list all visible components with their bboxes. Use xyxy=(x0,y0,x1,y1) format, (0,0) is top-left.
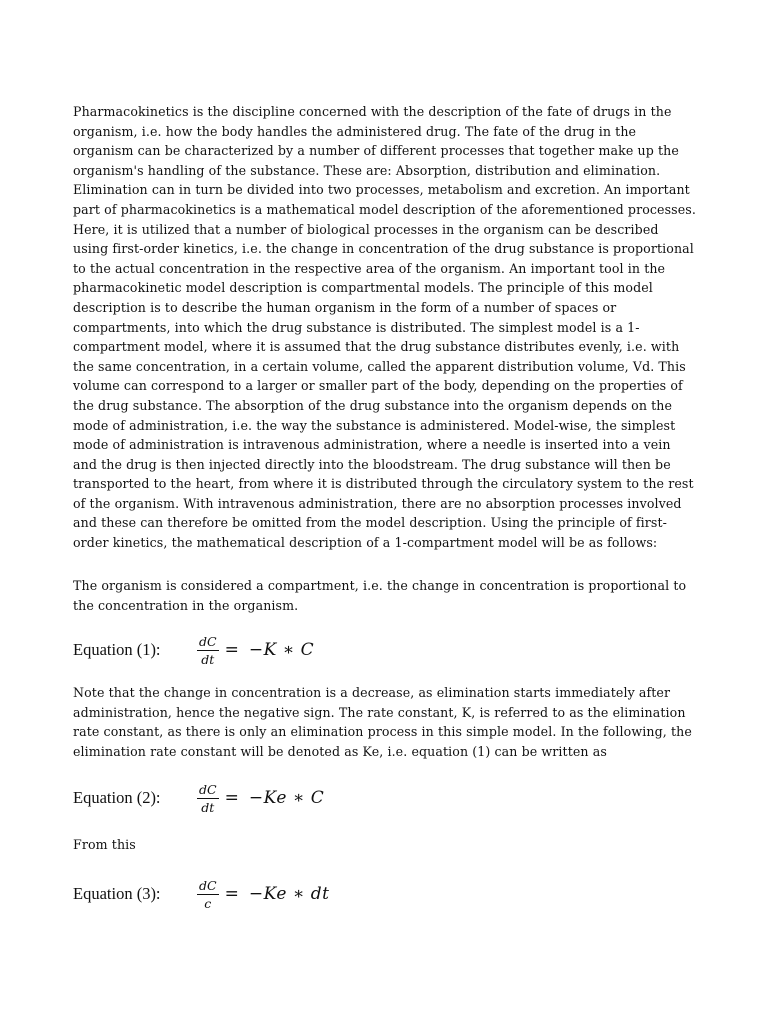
compartment-paragraph: The organism is considered a compartment, i.e. the change in concentration is proportional to the concentration in the organism. xyxy=(73,578,687,613)
equation-expression xyxy=(197,878,329,911)
equation-rhs: −Ke ∗ dt xyxy=(248,884,330,904)
note-paragraph: Note that the change in concentration is a decrease, as elimination starts immediately after administration, hence the negative sign. The rate constant, K, is referred to as the elimination rate constant, as there is only an elimination process in this simple model. In the following, the elimination rate constant will be denoted as Ke, i.e. equation (1) can be written as xyxy=(73,685,692,759)
fraction-denominator: c xyxy=(204,895,212,911)
intro-paragraph: Pharmacokinetics is the discipline concerned with the description of the fate of drugs in the organism, i.e. how the body handles the administered drug. The fate of the drug in the organism can be characterized by a number of different processes that together make up the organism's handling of the substance. These are: Absorption, distribution and elimination. Elimination can in turn be divided into two processes, metabolism and excretion. An important part of pharmacokinetics is a mathematical model description of the aforementioned processes. Here, it is utilized that a number of biological processes in the organism can be described using first-order kinetics, i.e. the change in concentration of the drug substance is proportional to the actual concentration in the respective area of the organism. An important tool in the pharmacokinetic model description is compartmental models. The principle of this model description is to describe the human organism in the form of a number of spaces or compartments, into which the drug substance is distributed. The simplest model is a 1-compartment model, where it is assumed that the drug substance distributes evenly, i.e. with the same concentration, in a certain volume, called the apparent distribution volume, Vd. This volume can correspond to a larger or smaller part of the body, depending on the properties of the drug substance. The absorption of the drug substance into the organism depends on the mode of administration, i.e. the way the substance is administered. Model-wise, the simplest mode of administration is intravenous administration, where a needle is inserted into a vein and the drug is then injected directly into the bloodstream. The drug substance will then be transported to the heart, from where it is distributed through the circulatory system to the rest of the organism. With intravenous administration, there are no absorption processes involved and these can therefore be omitted from the model description. Using the principle of first-order kinetics, the mathematical description of a 1-compartment model will be as follows: xyxy=(73,104,696,551)
equals-sign: = xyxy=(224,884,239,904)
equals-sign: = xyxy=(224,640,239,660)
equation-expression xyxy=(197,634,314,667)
equals-sign: = xyxy=(224,788,239,808)
fraction-numerator: dC xyxy=(199,781,217,797)
from-this-paragraph: From this xyxy=(73,837,136,852)
fraction-denominator: dt xyxy=(201,799,215,815)
equation-1 xyxy=(73,630,314,670)
equation-rhs: −K ∗ C xyxy=(248,640,315,660)
fraction-numerator: dC xyxy=(199,877,217,893)
fraction xyxy=(197,634,219,667)
fraction-denominator: dt xyxy=(201,651,215,667)
equation-label: Equation (3): xyxy=(73,884,161,903)
fraction xyxy=(197,782,219,815)
fraction-numerator: dC xyxy=(199,633,217,649)
fraction xyxy=(197,878,219,911)
equation-2 xyxy=(73,778,324,818)
equation-rhs: −Ke ∗ C xyxy=(248,788,325,808)
equation-3 xyxy=(73,874,329,914)
equation-label: Equation (1): xyxy=(73,640,161,659)
equation-label: Equation (2): xyxy=(73,788,161,807)
equation-expression xyxy=(197,782,324,815)
